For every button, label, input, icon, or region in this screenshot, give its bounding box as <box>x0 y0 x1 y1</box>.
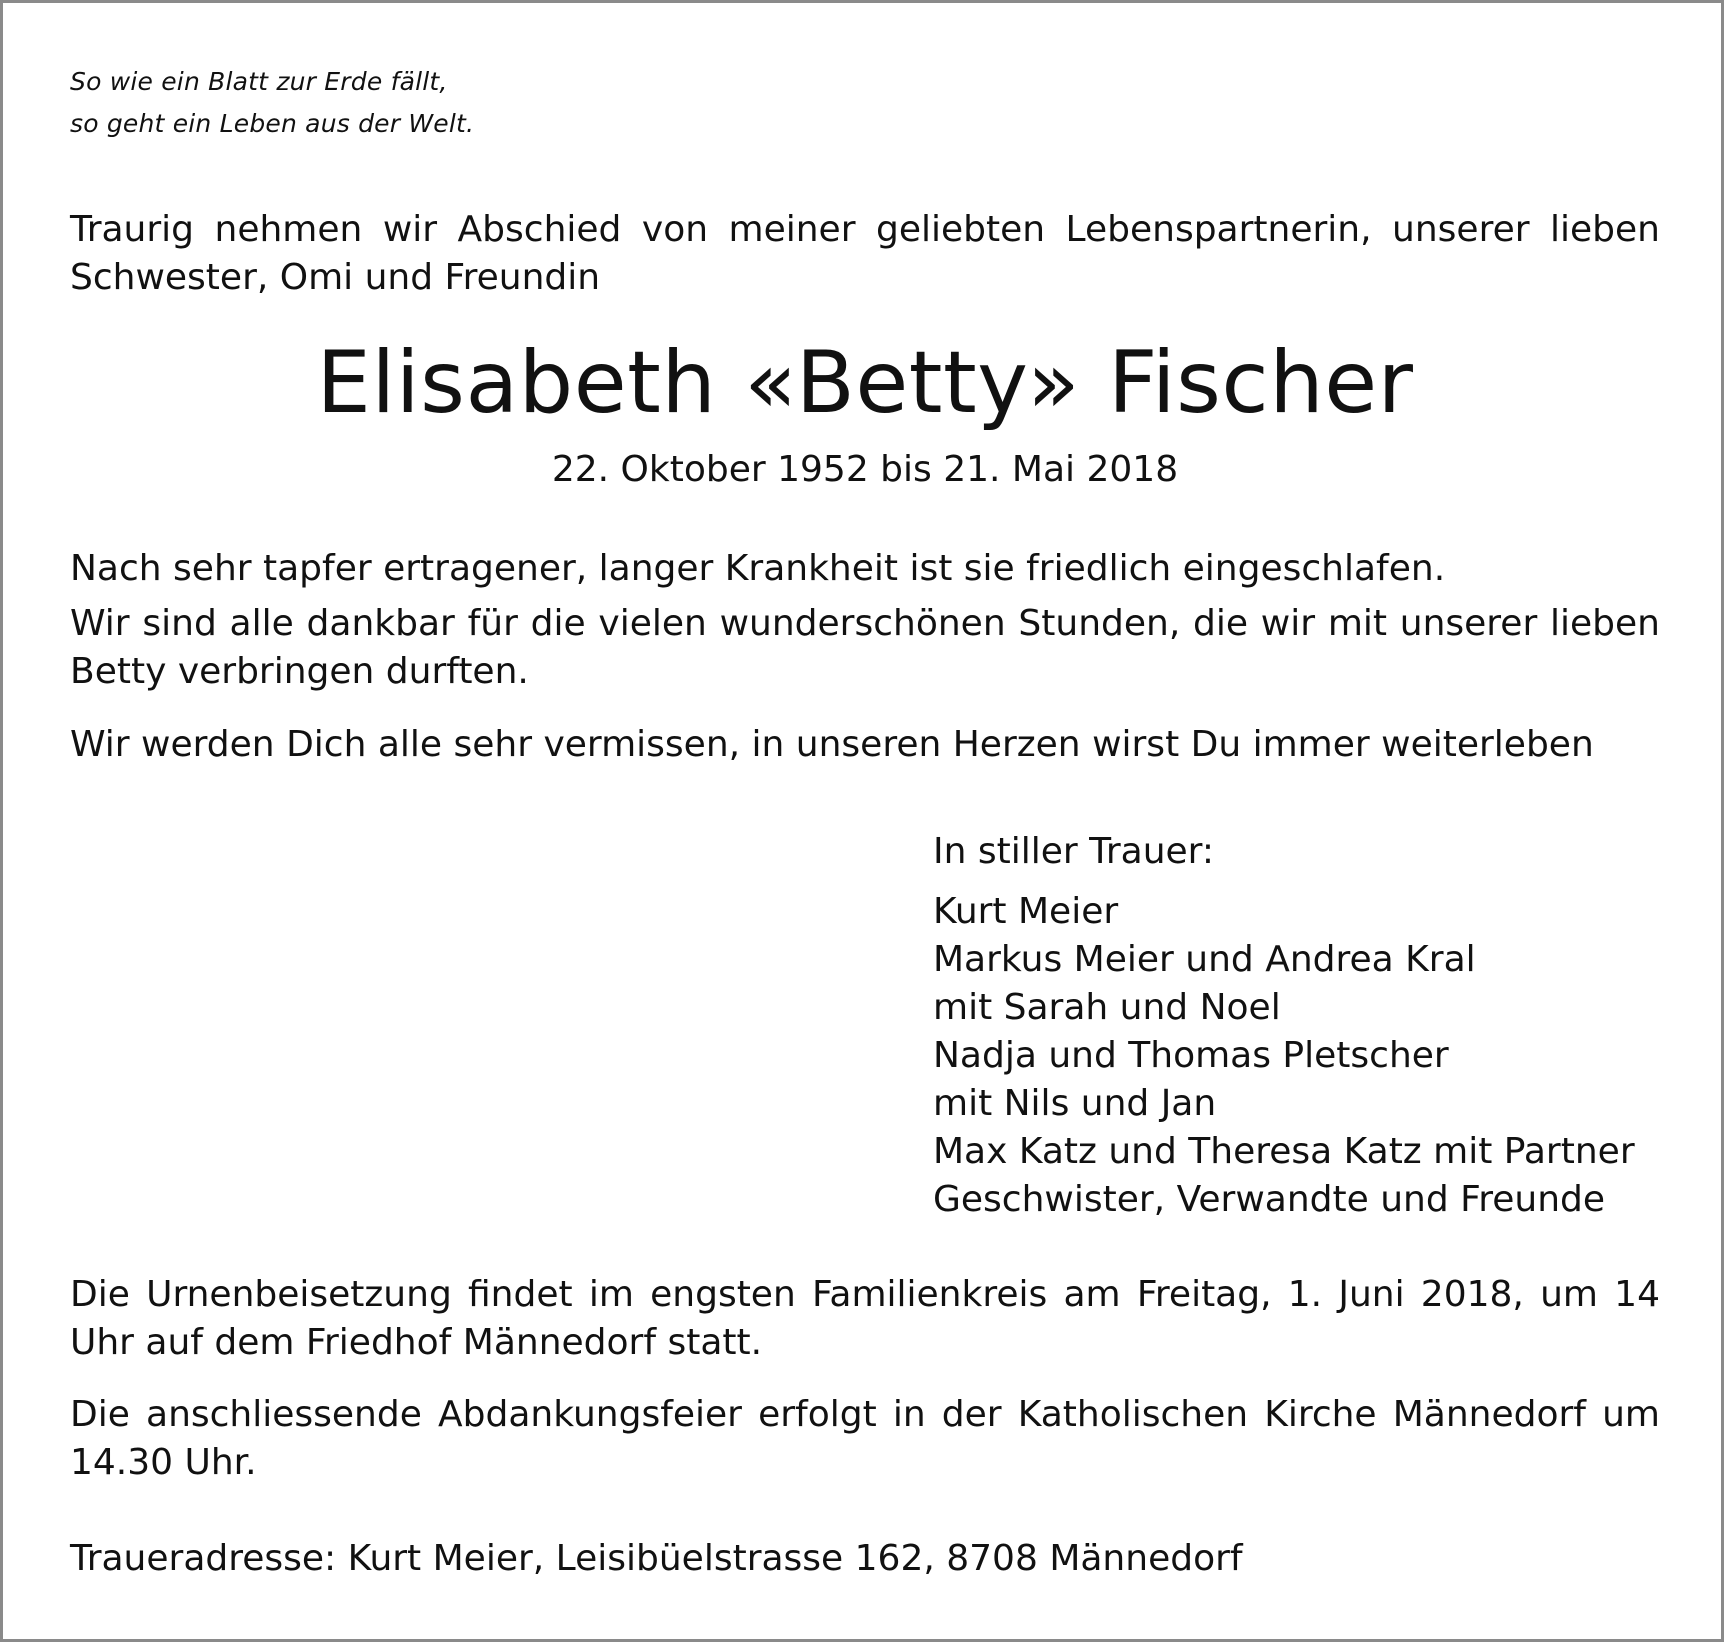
mourner-entry: Max Katz und Theresa Katz mit Partner <box>933 1131 1635 1172</box>
mourner-entry: Geschwister, Verwandte und Freunde <box>933 1179 1606 1220</box>
service-paragraph: Die anschliessende Abdankungsfeier erfolgt in der Katholischen Kirche Männedorf um 14.30 Uhr. <box>70 1394 1660 1483</box>
mourner-entry: Markus Meier und Andrea Kral <box>933 939 1476 980</box>
mourner-entry: mit Sarah und Noel <box>933 987 1281 1028</box>
burial-paragraph: Die Urnenbeisetzung findet im engsten Familienkreis am Freitag, 1. Juni 2018, um 14 Uhr auf dem Friedhof Männedorf statt. <box>70 1274 1660 1363</box>
mourner-entry: Kurt Meier <box>933 891 1119 932</box>
motto-line-1: So wie ein Blatt zur Erde fällt, <box>70 67 448 96</box>
mourners-heading: In stiller Trauer: <box>933 831 1214 872</box>
body-paragraph-3: Wir werden Dich alle sehr vermissen, in unseren Herzen wirst Du immer weiterleben <box>70 724 1594 765</box>
mourner-entry: Nadja und Thomas Pletscher <box>933 1035 1449 1076</box>
body-paragraph-2: Wir sind alle dankbar für die vielen wunderschönen Stunden, die wir mit unserer lieben Betty verbringen durften. <box>70 603 1660 692</box>
mourner-entry: mit Nils und Jan <box>933 1083 1217 1124</box>
motto-line-2: so geht ein Leben aus der Welt. <box>70 109 475 138</box>
mourning-address: Traueradresse: Kurt Meier, Leisibüelstrasse 162, 8708 Männedorf <box>70 1538 1243 1579</box>
mourners-list <box>933 888 1635 1224</box>
intro-paragraph: Traurig nehmen wir Abschied von meiner geliebten Lebenspartnerin, unserer lieben Schwester, Omi und Freundin <box>70 209 1660 298</box>
body-paragraph-1: Nach sehr tapfer ertragener, langer Krankheit ist sie friedlich eingeschlafen. <box>70 548 1446 589</box>
life-dates: 22. Oktober 1952 bis 21. Mai 2018 <box>551 449 1179 490</box>
deceased-name: Elisabeth «Betty» Fischer <box>316 333 1414 433</box>
